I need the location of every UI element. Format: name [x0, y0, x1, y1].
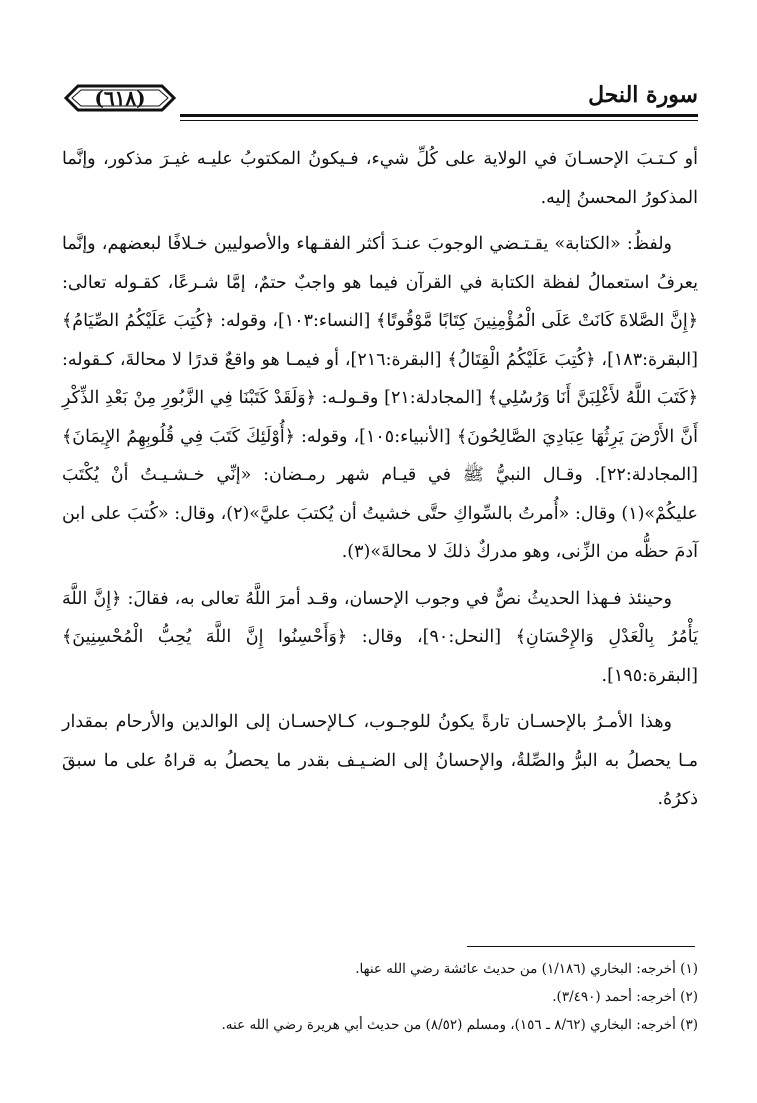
footnotes: [62, 955, 698, 1039]
footnote: (٣) أخرجه: البخاري (٨/٦٢ ـ ١٥٦)، ومسلم (٨/٥٢) من حديث أبي هريرة رضي الله عنه.: [221, 1017, 698, 1033]
footnote: (١) أخرجه: البخاري (١/١٨٦) من حديث عائشة رضي الله عنها.: [355, 961, 698, 977]
paragraph: ولفظُ: «الكتابة» يقـتـضي الوجوبَ عنـدَ أكثر الفقـهاء والأصوليين خـلافًا لبعضهم، وإنَّما يعرفُ استعمالُ لفظة الكتابة في القرآن فيما هو واجبٌ حتمٌ، إمَّا شـرعًا، كقـوله تعالى: ﴿إِنَّ الصَّلاةَ كَانَتْ عَلَى الْمُؤْمِنِينَ كِتَابًا مَّوْقُوتًا﴾ [النساء:١٠٣]، وقوله: ﴿كُتِبَ عَلَيْكُمُ الصِّيَامُ﴾ [البقرة:١٨٣]، ﴿كُتِبَ عَلَيْكُمُ الْقِتَالُ﴾ [البقرة:٢١٦]، أو فيمـا هو واقعٌ قدرًا لا محالةَ، كـقوله: ﴿كَتَبَ اللَّهُ لأَغْلِبَنَّ أَنَا وَرُسُلِي﴾ [المجادلة:٢١] وقـولـه: ﴿وَلَقَدْ كَتَبْنَا فِي الزَّبُورِ مِنْ بَعْدِ الذِّكْرِ أَنَّ الأَرْضَ يَرِثُهَا عِبَادِيَ الصَّالِحُونَ﴾ [الأنبياء:١٠٥]، وقوله: ﴿أُوْلَئِكَ كَتَبَ فِي قُلُوبِهِمُ الإِيمَانَ﴾ [المجادلة:٢٢]. وقـال النبيُّ ﷺ في قيـام شهر رمـضان: «إنِّي خـشـيـتُ أنْ يُكْتَبَ عليكُمْ»(١) وقال: «أُمرتُ بالسِّواكِ حتَّى خشيتُ أن يُكتبَ عليَّ»(٢)، وقال: «كُتبَ على ابن آدمَ حظُّه من الزِّنى، وهو مدركٌ ذلكَ لا محالةَ»(٣).: [62, 234, 699, 562]
page-header: [62, 76, 698, 120]
header-divider: [180, 114, 698, 117]
surah-title: سورة النحل: [588, 82, 698, 108]
paragraph: وحينئذ فـهذا الحديثُ نصٌّ في وجوب الإحسان، وقـد أمرَ اللَّهُ تعالى به، فقالَ: ﴿إِنَّ اللَّهَ يَأْمُرُ بِالْعَدْلِ وَالإِحْسَانِ﴾ [النحل:٩٠]، وقال: ﴿وَأَحْسِنُوا إِنَّ اللَّهَ يُحِبُّ الْمُحْسِنِينَ﴾ [البقرة:١٩٥].: [62, 588, 698, 686]
paragraph: وهذا الأمـرُ بالإحسـان تارةً يكونُ للوجـوب، كـالإحسـان إلى الوالدين والأرحام بمقدار مـا يحصلُ به البرُّ والصِّلةُ، والإحسانُ إلى الضـيـف بقدر ما يحصلُ به قراهُ على ما سبقَ ذكرُهُ.: [62, 712, 698, 809]
footnote-divider: [467, 946, 695, 947]
page-number: (٦١٨): [94, 86, 146, 110]
page-number-badge: [62, 80, 178, 116]
footnote: (٢) أخرجه: أحمد (٣/٤٩٠).: [552, 989, 698, 1005]
main-text: [62, 140, 698, 940]
paragraph: أو كـتـبَ الإحسـانَ في الولاية على كُلِّ شيء، فـيكونُ المكتوبُ عليـه غيـرَ مذكور، وإنَّما المذكورُ المحسنُ إليه.: [62, 149, 698, 208]
header-divider-thin: [180, 120, 698, 121]
